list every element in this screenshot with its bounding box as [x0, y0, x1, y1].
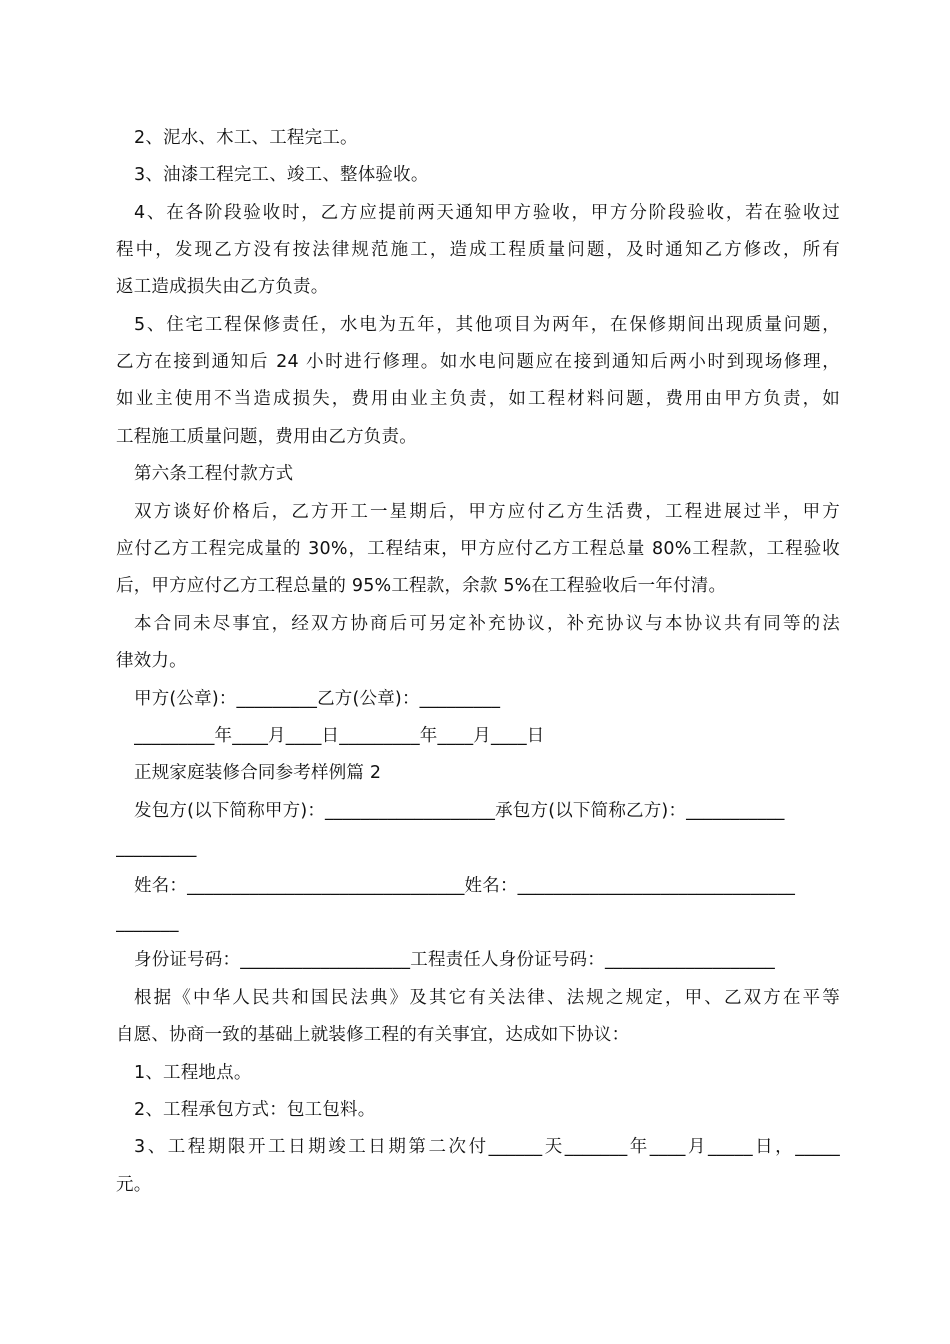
- paragraph-line: 4、在各阶段验收时，乙方应提前两天通知甲方验收，甲方分阶段验收，若在验收过: [134, 203, 840, 223]
- date-line: _________年____月____日_________年____月____日: [134, 726, 545, 746]
- list-item: 3、油漆工程完工、竣工、整体验收。: [134, 165, 429, 185]
- list-item: 3、工程期限开工日期竣工日期第二次付______天_______年____月_____日，_____: [134, 1137, 840, 1157]
- section-heading: 第六条工程付款方式: [134, 464, 294, 484]
- list-item: 1、工程地点。: [134, 1063, 252, 1083]
- form-line-names: 姓名：_______________________________姓名：_______________________________: [134, 876, 796, 896]
- list-item: 2、泥水、木工、工程完工。: [134, 128, 358, 148]
- paragraph-line: 自愿、协商一致的基础上就装修工程的有关事宜，达成如下协议：: [116, 1025, 630, 1045]
- paragraph-line: 根据《中华人民共和国民法典》及其它有关法律、法规之规定，甲、乙双方在平等: [134, 988, 840, 1008]
- list-item: 2、工程承包方式：包工包料。: [134, 1100, 376, 1120]
- form-line-continuation: _______: [116, 913, 179, 933]
- paragraph-line: 律效力。: [116, 651, 187, 671]
- paragraph-line: 应付乙方工程完成量的 30%，工程结束，甲方应付乙方工程总量 80%工程款，工程验收: [116, 539, 840, 559]
- paragraph-line: 双方谈好价格后，乙方开工一星期后，甲方应付乙方生活费，工程进展过半，甲方: [134, 502, 840, 522]
- paragraph-line: 返工造成损失由乙方负责。: [116, 277, 329, 297]
- signature-line: 甲方(公章)：_________乙方(公章)：_________: [134, 689, 501, 709]
- form-line-continuation: _________: [116, 838, 197, 858]
- paragraph-line: 元。: [116, 1175, 152, 1195]
- paragraph-line: 后，甲方应付乙方工程总量的 95%工程款，余款 5%在工程验收后一年付清。: [116, 576, 727, 596]
- form-line-id-numbers: 身份证号码：___________________工程责任人身份证号码：___________________: [134, 950, 775, 970]
- paragraph-line: 本合同未尽事宜，经双方协商后可另定补充协议，补充协议与本协议共有同等的法: [134, 614, 840, 634]
- paragraph-line: 5、住宅工程保修责任，水电为五年，其他项目为两年，在保修期间出现质量问题，: [134, 315, 840, 335]
- paragraph-line: 如业主使用不当造成损失，费用由业主负责，如工程材料问题，费用由甲方负责，如: [116, 389, 840, 409]
- form-line-parties: 发包方(以下简称甲方)：___________________承包方(以下简称乙方)：___________: [134, 801, 785, 821]
- paragraph-line: 乙方在接到通知后 24 小时进行修理。如水电问题应在接到通知后两小时到现场修理，: [116, 352, 840, 372]
- section-title: 正规家庭装修合同参考样例篇 2: [134, 763, 382, 783]
- paragraph-line: 工程施工质量问题，费用由乙方负责。: [116, 427, 417, 447]
- paragraph-line: 程中，发现乙方没有按法律规范施工，造成工程质量问题，及时通知乙方修改，所有: [116, 240, 840, 260]
